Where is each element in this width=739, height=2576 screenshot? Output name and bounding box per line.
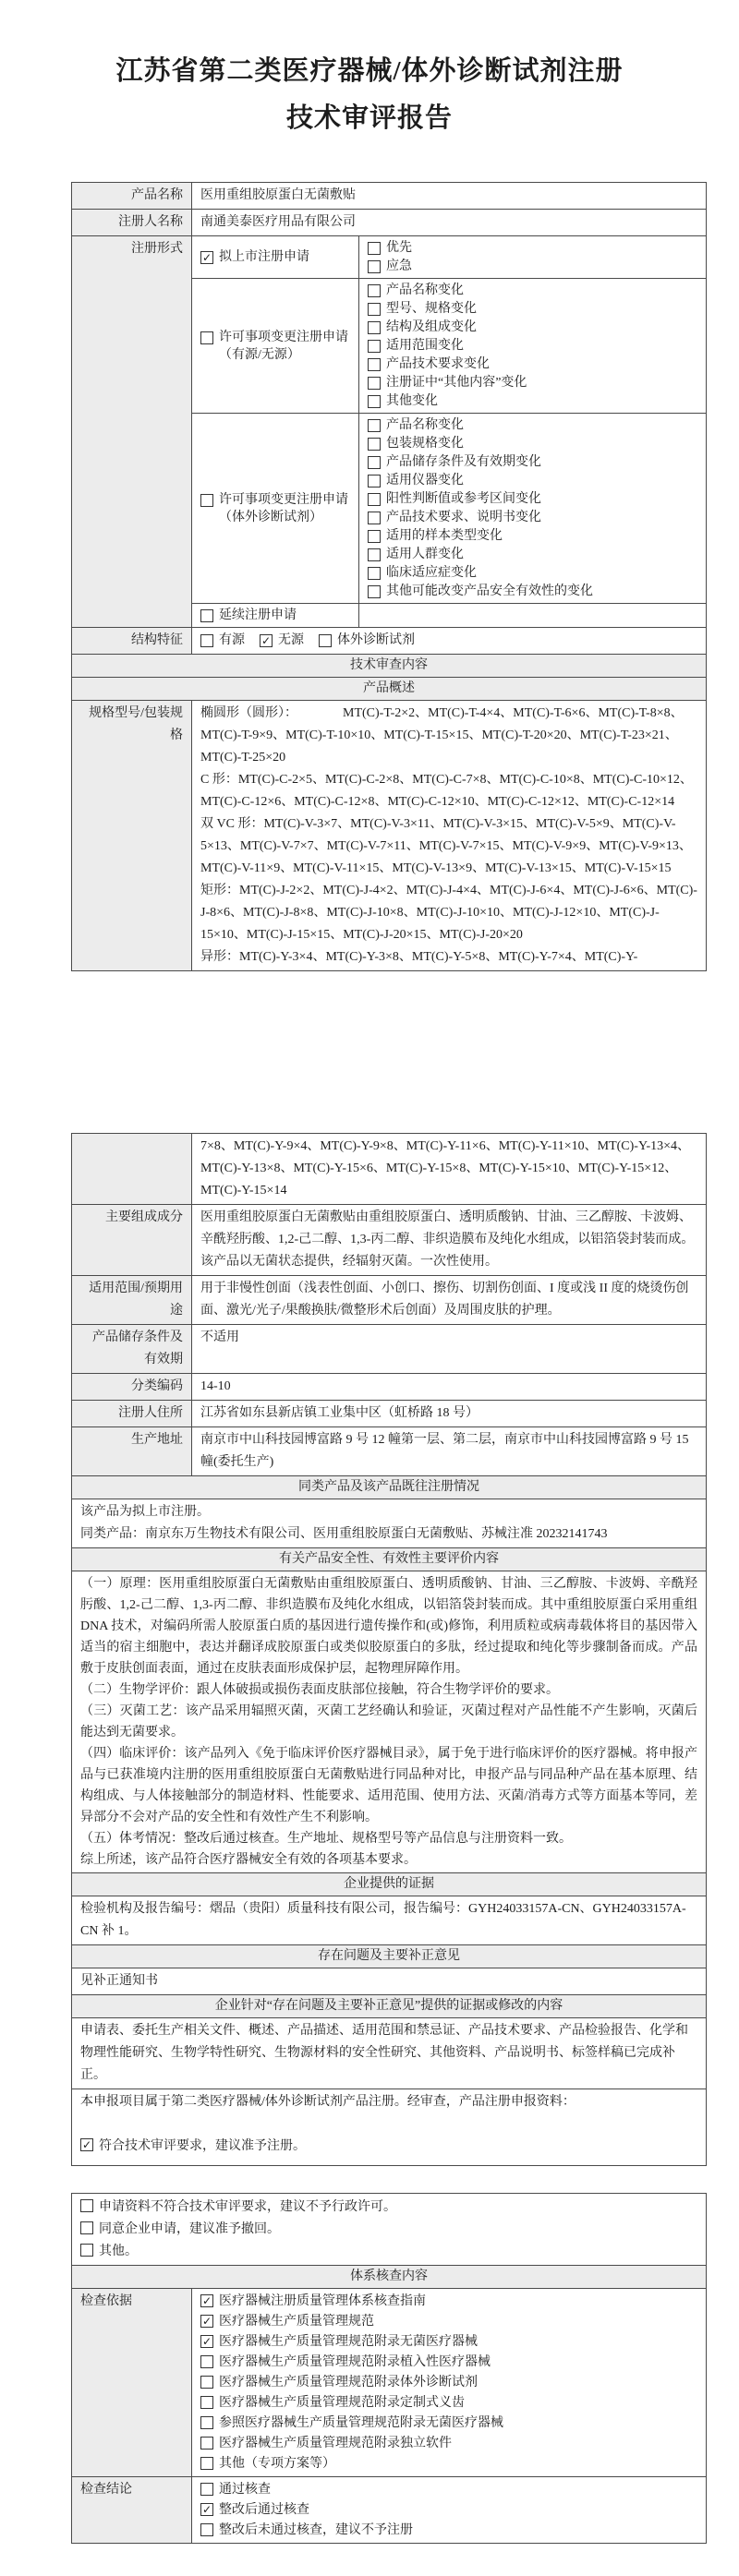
checkbox-option-body <box>99 2241 138 2262</box>
unchecked-checkbox-icon <box>368 358 381 371</box>
checkbox-option-label: 整改后通过核查 <box>219 2503 309 2517</box>
checkbox-option-body <box>219 2373 478 2392</box>
table-row <box>72 1968 707 1995</box>
checkbox-option-body <box>219 2332 478 2352</box>
unchecked-checkbox-icon <box>200 2355 213 2368</box>
checkbox-option-label: 阳性判断值或参考区间变化 <box>386 492 541 506</box>
checkbox-option <box>368 355 697 373</box>
unchecked-checkbox-icon <box>368 530 381 543</box>
reg-form-options-cell <box>359 604 707 628</box>
spec-model-value <box>192 701 707 971</box>
text-line: C 形：MT(C)-C-2×5、MT(C)-C-2×8、MT(C)-C-7×8、MT(C)-C-10×8、MT(C)-C-10×12、MT(C)-C-12×6、MT(C)-C-12×8、MT(C)-C-12×10、MT(C)-C-12×12、MT(C)-C-12×14 <box>200 773 693 809</box>
checkbox-option-label: 拟上市注册申请 <box>219 250 309 264</box>
class-code-label: 分类编码 <box>72 1374 192 1401</box>
unchecked-checkbox-icon <box>368 284 381 297</box>
reg-form-type-cell <box>192 414 359 604</box>
checkbox-option-body <box>386 472 464 489</box>
checkbox-option-body <box>386 564 477 582</box>
text-line: （三）灭菌工艺：该产品采用辐照灭菌，灭菌工艺经确认和验证，灭菌过程对产品性能不产生影响，灭菌后能达到无菌要求。 <box>80 1704 697 1739</box>
reg-form-options-cell <box>359 279 707 414</box>
table-row <box>72 236 707 279</box>
checkbox-option-label: 整改后未通过核查，建议不予注册 <box>219 2523 413 2537</box>
checkbox-option-label: 有源 <box>219 633 245 647</box>
reg-form-type-cell <box>192 604 359 628</box>
section-header-technical-review: 技术审查内容 <box>72 655 707 678</box>
unchecked-checkbox-icon <box>200 2457 213 2470</box>
checkbox-option-label: 医疗器械生产质量管理规范附录植入性医疗器械 <box>219 2355 491 2369</box>
checkbox-option <box>368 300 697 318</box>
table-row <box>72 2289 707 2477</box>
checkbox-option <box>319 631 415 651</box>
checked-checkbox-icon: ✓ <box>201 2294 212 2307</box>
checkbox-option <box>200 248 350 266</box>
scope-value: 用于非慢性创面（浅表性创面、小创口、擦伤、切割伤创面、I 度或浅 II 度的烧烫伤创面、激光/光子/果酸换肤/微整形术后创面）及周围皮肤的护理。 <box>192 1276 707 1325</box>
checkbox-option-label: 产品技术要求、说明书变化 <box>386 511 541 524</box>
inspection-basis-label: 检查依据 <box>72 2289 192 2477</box>
product-info-table <box>71 182 707 971</box>
checkbox-option <box>200 2454 697 2474</box>
checkbox-option-body <box>99 2197 396 2218</box>
checkbox-option-label: 其他可能改变产品安全有效性的变化 <box>386 584 593 598</box>
table-row <box>72 1896 707 1945</box>
checkbox-option-label: 型号、规格变化 <box>386 302 477 316</box>
text-line: 异形：MT(C)-Y-3×4、MT(C)-Y-3×8、MT(C)-Y-5×8、MT(C)-Y-7×4、MT(C)-Y- <box>200 950 638 964</box>
checked-checkbox-icon: ✓ <box>201 2335 212 2348</box>
text-line: （一）原理：医用重组胶原蛋白无菌敷贴由重组胶原蛋白、透明质酸钠、甘油、三乙醇胺、卡波姆、辛酰羟肟酸、1,2-己二醇、1,3-丙二醇、非织造膜布及纯化水组成，以铝箔袋封装而成。其中重组胶原蛋白采用重组 DNA 技术，对编码所需人胶原蛋白质的基因进行遗传操作和(或)修饰，利用质粒或病毒载体将目的基因带入适当的宿主细胞中，表达并翻译成胶原蛋白或类似胶原蛋白的多肽，经过提取和纯化等步骤制备而成。产品敷于皮肤创面表面，通过在皮肤表面形成保护层，起物理屏障作用。 <box>80 1577 697 1676</box>
table-row <box>72 678 707 701</box>
checkbox-option-label: 许可事项变更注册申请 <box>219 492 348 507</box>
scope-label: 适用范围/预期用途 <box>72 1276 192 1325</box>
checkbox-option-label: 符合技术审评要求，建议准予注册。 <box>99 2139 306 2153</box>
checkbox-option <box>368 239 697 257</box>
composition-value: 医用重组胶原蛋白无菌敷贴由重组胶原蛋白、透明质酸钠、甘油、三乙醇胺、卡波姆、辛酰羟肟酸、1,2-己二醇、1,3-丙二醇、非织造膜布及纯化水组成，以铝箔袋封装而成。该产品以无菌状态提供，经辐射灭菌。一次性使用。 <box>192 1205 707 1276</box>
checkbox-option-body <box>386 509 541 526</box>
spec-model-continued-value <box>192 1134 707 1205</box>
section-header-product-overview: 产品概述 <box>72 678 707 701</box>
text-line: 双 VC 形：MT(C)-V-3×7、MT(C)-V-3×11、MT(C)-V-3×15、MT(C)-V-5×9、MT(C)-V-5×13、MT(C)-V-7×7、MT(C)-V-7×11、MT(C)-V-7×15、MT(C)-V-9×9、MT(C)-V-9×13、MT(C)-V-11×9、MT(C)-V-11×15、MT(C)-V-13×9、MT(C)-V-13×15、MT(C)-V-15×15 <box>200 817 692 875</box>
unchecked-checkbox-icon <box>200 2437 213 2450</box>
checkbox-option-body <box>219 2312 374 2331</box>
checkbox-option-body <box>219 248 309 266</box>
unchecked-checkbox-icon <box>368 475 381 488</box>
checkbox-option-label: 无源 <box>278 633 304 647</box>
reg-form-type-cell <box>192 279 359 414</box>
unchecked-checkbox-icon <box>368 303 381 316</box>
checked-checkbox-icon: ✓ <box>260 634 272 647</box>
checkbox-option <box>200 491 350 526</box>
system-inspection-table <box>71 2193 707 2544</box>
unchecked-checkbox-icon <box>200 2396 213 2409</box>
checkbox-option <box>200 631 245 651</box>
checkbox-option-body <box>219 607 297 624</box>
checkbox-option-body <box>386 374 527 391</box>
spec-model-continued-label <box>72 1134 192 1205</box>
inspection-result-label: 检查结论 <box>72 2477 192 2544</box>
unchecked-checkbox-icon <box>368 585 381 598</box>
page-title-line1: 江苏省第二类医疗器械/体外诊断试剂注册 <box>115 56 624 86</box>
unchecked-checkbox-icon <box>319 634 332 647</box>
checkbox-option-label: 延续注册申请 <box>219 608 297 622</box>
checkbox-option <box>80 2241 697 2262</box>
checkbox-option-body <box>219 2454 335 2474</box>
unchecked-checkbox-icon <box>200 2376 213 2389</box>
checkbox-option-body <box>386 583 593 600</box>
table-row <box>72 1401 707 1427</box>
checkbox-option-body <box>99 2219 280 2240</box>
table-row <box>72 628 707 655</box>
table-row <box>72 1427 707 1476</box>
checkbox-option-label: 医疗器械注册质量管理体系核查指南 <box>219 2294 426 2308</box>
checkbox-option-label: 其他变化 <box>386 394 438 408</box>
checkbox-option-body <box>386 546 464 563</box>
checkbox-option-body <box>219 2521 413 2540</box>
checkbox-option-label: 注册证中“其他内容”变化 <box>386 376 527 390</box>
checkbox-option-label: 应急 <box>386 259 412 273</box>
text-line: 椭圆形（圆形）： MT(C)-T-2×2、MT(C)-T-4×4、MT(C)-T-6×6、MT(C)-T-8×8、MT(C)-T-9×9、MT(C)-T-10×10、MT(C)-T-15×15、MT(C)-T-20×20、MT(C)-T-23×21、MT(C)-T-25×20 <box>200 706 684 764</box>
unchecked-checkbox-icon <box>200 2483 213 2496</box>
unchecked-checkbox-icon <box>368 419 381 432</box>
checkbox-option-body <box>337 631 415 651</box>
product-name-label: 产品名称 <box>72 183 192 210</box>
text-line: （二）生物学评价：跟人体破损或损伤表面皮肤部位接触，符合生物学评价的要求。 <box>80 1683 559 1697</box>
checkbox-option-body <box>386 490 541 508</box>
table-row <box>72 1205 707 1276</box>
checkbox-option-label: 医疗器械生产质量管理规范附录无菌医疗器械 <box>219 2335 478 2349</box>
checkbox-option <box>368 392 697 410</box>
class-code-value: 14-10 <box>192 1374 707 1401</box>
checkbox-option-label: 参照医疗器械生产质量管理规范附录无菌医疗器械 <box>219 2416 503 2430</box>
checkbox-option-label: 医疗器械生产质量管理规范 <box>219 2315 374 2329</box>
checkbox-option-label: 适用的样本类型变化 <box>386 529 503 543</box>
section-header-safety-evaluation: 有关产品安全性、有效性主要评价内容 <box>72 1548 707 1571</box>
composition-label: 主要组成成分 <box>72 1205 192 1276</box>
checkbox-option-label: 适用范围变化 <box>386 339 464 353</box>
registrant-value: 南通美泰医疗用品有限公司 <box>192 210 707 236</box>
table-row <box>72 2266 707 2289</box>
checkbox-option <box>260 631 304 651</box>
checkbox-option-body <box>386 453 541 471</box>
table-row <box>72 1995 707 2018</box>
unchecked-checkbox-icon <box>368 438 381 451</box>
checkbox-option-label: 其他（专项方案等） <box>219 2457 335 2471</box>
unchecked-checkbox-icon <box>368 377 381 390</box>
inspection-result-options <box>192 2477 707 2544</box>
registrant-address-label: 注册人住所 <box>72 1401 192 1427</box>
section-header-issues: 存在问题及主要补正意见 <box>72 1945 707 1968</box>
checkbox-option <box>200 2353 697 2372</box>
product-name-value: 医用重组胶原蛋白无菌敷贴 <box>192 183 707 210</box>
section-header-system-inspection: 体系核查内容 <box>72 2266 707 2289</box>
structure-feature-options <box>192 628 707 655</box>
checked-checkbox-icon: ✓ <box>81 2138 92 2151</box>
checkbox-option-label: 医疗器械生产质量管理规范附录独立软件 <box>219 2437 452 2450</box>
checkbox-option <box>368 472 697 489</box>
table-row <box>72 1374 707 1401</box>
checkbox-option-body <box>278 631 304 651</box>
checkbox-option-sublabel: （有源/无源） <box>219 347 300 362</box>
checkbox-option <box>200 2521 697 2540</box>
text-line: 同类产品：南京东万生物技术有限公司、医用重组胶原蛋白无菌敷贴、苏械注准 20232141743 <box>80 1527 608 1541</box>
checkbox-option-body <box>219 2393 465 2413</box>
table-row <box>72 1571 707 1873</box>
checkbox-option-body <box>386 355 490 373</box>
registration-form-label: 注册形式 <box>72 236 192 628</box>
checkbox-option <box>200 2434 697 2453</box>
checkbox-option <box>200 2332 697 2352</box>
text-line: 综上所述，该产品符合医疗器械安全有效的各项基本要求。 <box>80 1853 417 1867</box>
unchecked-checkbox-icon <box>200 609 213 622</box>
checkbox-option-body <box>219 329 348 364</box>
page-title-line2: 技术审评报告 <box>285 103 453 133</box>
checkbox-option-body <box>386 392 438 410</box>
checkbox-option-body <box>386 319 477 336</box>
unchecked-checkbox-icon <box>368 456 381 469</box>
unchecked-checkbox-icon <box>80 2221 93 2234</box>
checkbox-option-label: 医疗器械生产质量管理规范附录体外诊断试剂 <box>219 2376 478 2389</box>
unchecked-checkbox-icon <box>80 2244 93 2257</box>
checkbox-option-label: 申请资料不符合技术审评要求，建议不予行政许可。 <box>99 2200 396 2214</box>
checkbox-option-label: 产品储存条件及有效期变化 <box>386 455 541 469</box>
table-row <box>72 1873 707 1896</box>
checkbox-option-body <box>386 258 412 275</box>
table-row <box>72 1945 707 1968</box>
checkbox-option-body <box>386 527 503 545</box>
checkbox-option-label: 产品名称变化 <box>386 418 464 432</box>
checkbox-option-label: 适用仪器变化 <box>386 474 464 488</box>
unchecked-checkbox-icon <box>368 260 381 273</box>
checkbox-option <box>368 527 697 545</box>
section-header-enterprise-evidence: 企业提供的证据 <box>72 1873 707 1896</box>
table-row <box>72 1276 707 1325</box>
checkbox-option <box>200 2480 697 2499</box>
checkbox-option <box>200 329 350 364</box>
table-row <box>72 1325 707 1374</box>
table-row <box>72 1134 707 1205</box>
checkbox-option <box>368 583 697 600</box>
checked-checkbox-icon: ✓ <box>201 251 212 264</box>
table-row <box>72 210 707 236</box>
checkbox-option <box>368 453 697 471</box>
registration-history-text <box>72 1499 707 1548</box>
checkbox-option-body <box>219 2480 271 2499</box>
checkbox-option-body <box>219 2292 426 2311</box>
spec-model-label: 规格型号/包装规格 <box>72 701 192 971</box>
checkbox-option <box>200 607 350 624</box>
checkbox-option <box>80 2136 697 2158</box>
page-title <box>0 48 739 142</box>
checkbox-option-body <box>386 239 412 257</box>
unchecked-checkbox-icon <box>80 2199 93 2212</box>
issues-text: 见补正通知书 <box>72 1968 707 1995</box>
text-line: （五）体考情况：整改后通过核查。生产地址、规格型号等产品信息与注册资料一致。 <box>80 1832 572 1846</box>
checkbox-option-body <box>386 282 464 299</box>
checked-checkbox-icon: ✓ <box>201 2503 212 2516</box>
checkbox-option <box>368 282 697 299</box>
checkbox-option <box>368 490 697 508</box>
checkbox-option-label: 产品技术要求变化 <box>386 357 490 371</box>
checkbox-option <box>368 374 697 391</box>
reg-form-type-cell <box>192 236 359 279</box>
checkbox-option <box>368 435 697 452</box>
checkbox-option-body <box>219 631 245 651</box>
table-row <box>72 2018 707 2089</box>
checkbox-option-sublabel: （体外诊断试剂） <box>219 510 322 524</box>
table-row <box>72 655 707 678</box>
unchecked-checkbox-icon <box>200 2523 213 2536</box>
checkbox-option-label: 适用人群变化 <box>386 548 464 561</box>
inspection-basis-options <box>192 2289 707 2477</box>
checkbox-option-label: 其他。 <box>99 2245 138 2258</box>
table-row <box>72 1499 707 1548</box>
section-header-enterprise-response: 企业针对“存在问题及主要补正意见”提供的证据或修改的内容 <box>72 1995 707 2018</box>
checkbox-option-label: 优先 <box>386 241 412 255</box>
structure-feature-label: 结构特征 <box>72 628 192 655</box>
text-line: 矩形：MT(C)-J-2×2、MT(C)-J-4×2、MT(C)-J-4×4、MT(C)-J-6×4、MT(C)-J-6×6、MT(C)-J-8×6、MT(C)-J-8×8、MT(C)-J-10×8、MT(C)-J-10×10、MT(C)-J-12×10、MT(C)-J-15×10、MT(C)-J-15×15、MT(C)-J-20×15、MT(C)-J-20×20 <box>200 884 697 942</box>
review-conclusion-options <box>80 2136 697 2158</box>
unchecked-checkbox-icon <box>200 494 213 507</box>
reg-form-options-cell <box>359 414 707 604</box>
unchecked-checkbox-icon <box>368 512 381 524</box>
table-row <box>72 701 707 971</box>
checkbox-option <box>368 337 697 355</box>
checkbox-option <box>80 2219 697 2240</box>
production-address-value: 南京市中山科技园博富路 9 号 12 幢第一层、第二层，南京市中山科技园博富路 9 号 15 幢(委托生产) <box>192 1427 707 1476</box>
unchecked-checkbox-icon <box>368 567 381 580</box>
safety-evaluation-text <box>72 1571 707 1873</box>
checkbox-option-label: 同意企业申请，建议准予撤回。 <box>99 2222 280 2236</box>
unchecked-checkbox-icon <box>200 331 213 344</box>
checkbox-option-body <box>386 416 464 434</box>
enterprise-evidence-text: 检验机构及报告编号：熠品（贵阳）质量科技有限公司，报告编号：GYH24033157A-CN、GYH24033157A-CN 补 1。 <box>72 1896 707 1945</box>
unchecked-checkbox-icon <box>368 242 381 255</box>
checkbox-option-label: 临床适应症变化 <box>386 566 477 580</box>
checkbox-option-label: 通过核查 <box>219 2483 271 2497</box>
checkbox-option-body <box>99 2136 306 2158</box>
checkbox-option-body <box>219 491 348 526</box>
unchecked-checkbox-icon <box>200 634 213 647</box>
table-row <box>72 1548 707 1571</box>
checkbox-option <box>200 2393 697 2413</box>
checkbox-option <box>200 2292 697 2311</box>
checkbox-option-label: 医疗器械生产质量管理规范附录定制式义齿 <box>219 2396 465 2410</box>
review-conclusion-cell <box>72 2089 707 2166</box>
unchecked-checkbox-icon <box>200 2416 213 2429</box>
unchecked-checkbox-icon <box>368 321 381 334</box>
unchecked-checkbox-icon <box>368 395 381 408</box>
table-row <box>72 2194 707 2266</box>
checkbox-option <box>368 509 697 526</box>
storage-label: 产品储存条件及有效期 <box>72 1325 192 1374</box>
checkbox-option <box>200 2413 697 2433</box>
unchecked-checkbox-icon <box>368 340 381 353</box>
review-conclusion-intro: 本申报项目属于第二类医疗器械/体外诊断试剂产品注册。经审查，产品注册申报资料： <box>80 2095 575 2109</box>
checked-checkbox-icon: ✓ <box>201 2315 212 2328</box>
table-row <box>72 1476 707 1499</box>
section-header-registration-history: 同类产品及该产品既往注册情况 <box>72 1476 707 1499</box>
checkbox-option <box>80 2197 697 2218</box>
checkbox-option <box>368 564 697 582</box>
checkbox-option-label: 包装规格变化 <box>386 437 464 451</box>
checkbox-option-label: 结构及组成变化 <box>386 320 477 334</box>
checkbox-option-body <box>386 300 477 318</box>
checkbox-option-label: 许可事项变更注册申请 <box>219 330 348 344</box>
checkbox-option <box>368 319 697 336</box>
table-row <box>72 2477 707 2544</box>
checkbox-option <box>200 2312 697 2331</box>
registrant-address-value: 江苏省如东县新店镇工业集中区（虹桥路 18 号） <box>192 1401 707 1427</box>
text-line: （四）临床评价：该产品列入《免于临床评价医疗器械目录》，属于免于进行临床评价的医疗器械。将申报产品与已获准境内注册的医用重组胶原蛋白无菌敷贴进行同品种对比，申报产品与同品种产品在基本原理、结构组成、与人体接触部分的制造材料、性能要求、适用范围、使用方法、灭菌/消毒方式等方面基本等同，差异部分不会对产品的安全性和有效性产生不利影响。 <box>80 1747 697 1824</box>
table-row <box>72 2089 707 2166</box>
checkbox-option-body <box>219 2353 491 2372</box>
product-detail-table <box>71 1133 707 2166</box>
checkbox-option-body <box>219 2413 503 2433</box>
checkbox-option <box>368 416 697 434</box>
storage-value: 不适用 <box>192 1325 707 1374</box>
unchecked-checkbox-icon <box>368 548 381 561</box>
text-line: 该产品为拟上市注册。 <box>80 1505 210 1519</box>
registrant-label: 注册人名称 <box>72 210 192 236</box>
checkbox-option-label: 体外诊断试剂 <box>337 633 415 647</box>
checkbox-option <box>368 546 697 563</box>
checkbox-option <box>200 2373 697 2392</box>
table-row <box>72 183 707 210</box>
enterprise-response-text: 申请表、委托生产相关文件、概述、产品描述、适用范围和禁忌证、产品技术要求、产品检验报告、化学和物理性能研究、生物学特性研究、生物源材料的安全性研究、其他资料、产品说明书、标签样稿已完成补正。 <box>72 2018 707 2089</box>
checkbox-option-label: 产品名称变化 <box>386 283 464 297</box>
checkbox-option <box>368 258 697 275</box>
production-address-label: 生产地址 <box>72 1427 192 1476</box>
checkbox-option-body <box>219 2434 452 2453</box>
review-rejection-options <box>72 2194 707 2266</box>
unchecked-checkbox-icon <box>368 493 381 506</box>
reg-form-options-cell <box>359 236 707 279</box>
checkbox-option-body <box>219 2500 309 2520</box>
checkbox-option <box>200 2500 697 2520</box>
checkbox-option-body <box>386 435 464 452</box>
checkbox-option-body <box>386 337 464 355</box>
text-line: 7×8、MT(C)-Y-9×4、MT(C)-Y-9×8、MT(C)-Y-11×6、MT(C)-Y-11×10、MT(C)-Y-13×4、MT(C)-Y-13×8、MT(C)-Y-15×6、MT(C)-Y-15×8、MT(C)-Y-15×10、MT(C)-Y-15×12、MT(C)-Y-15×14 <box>200 1139 691 1198</box>
